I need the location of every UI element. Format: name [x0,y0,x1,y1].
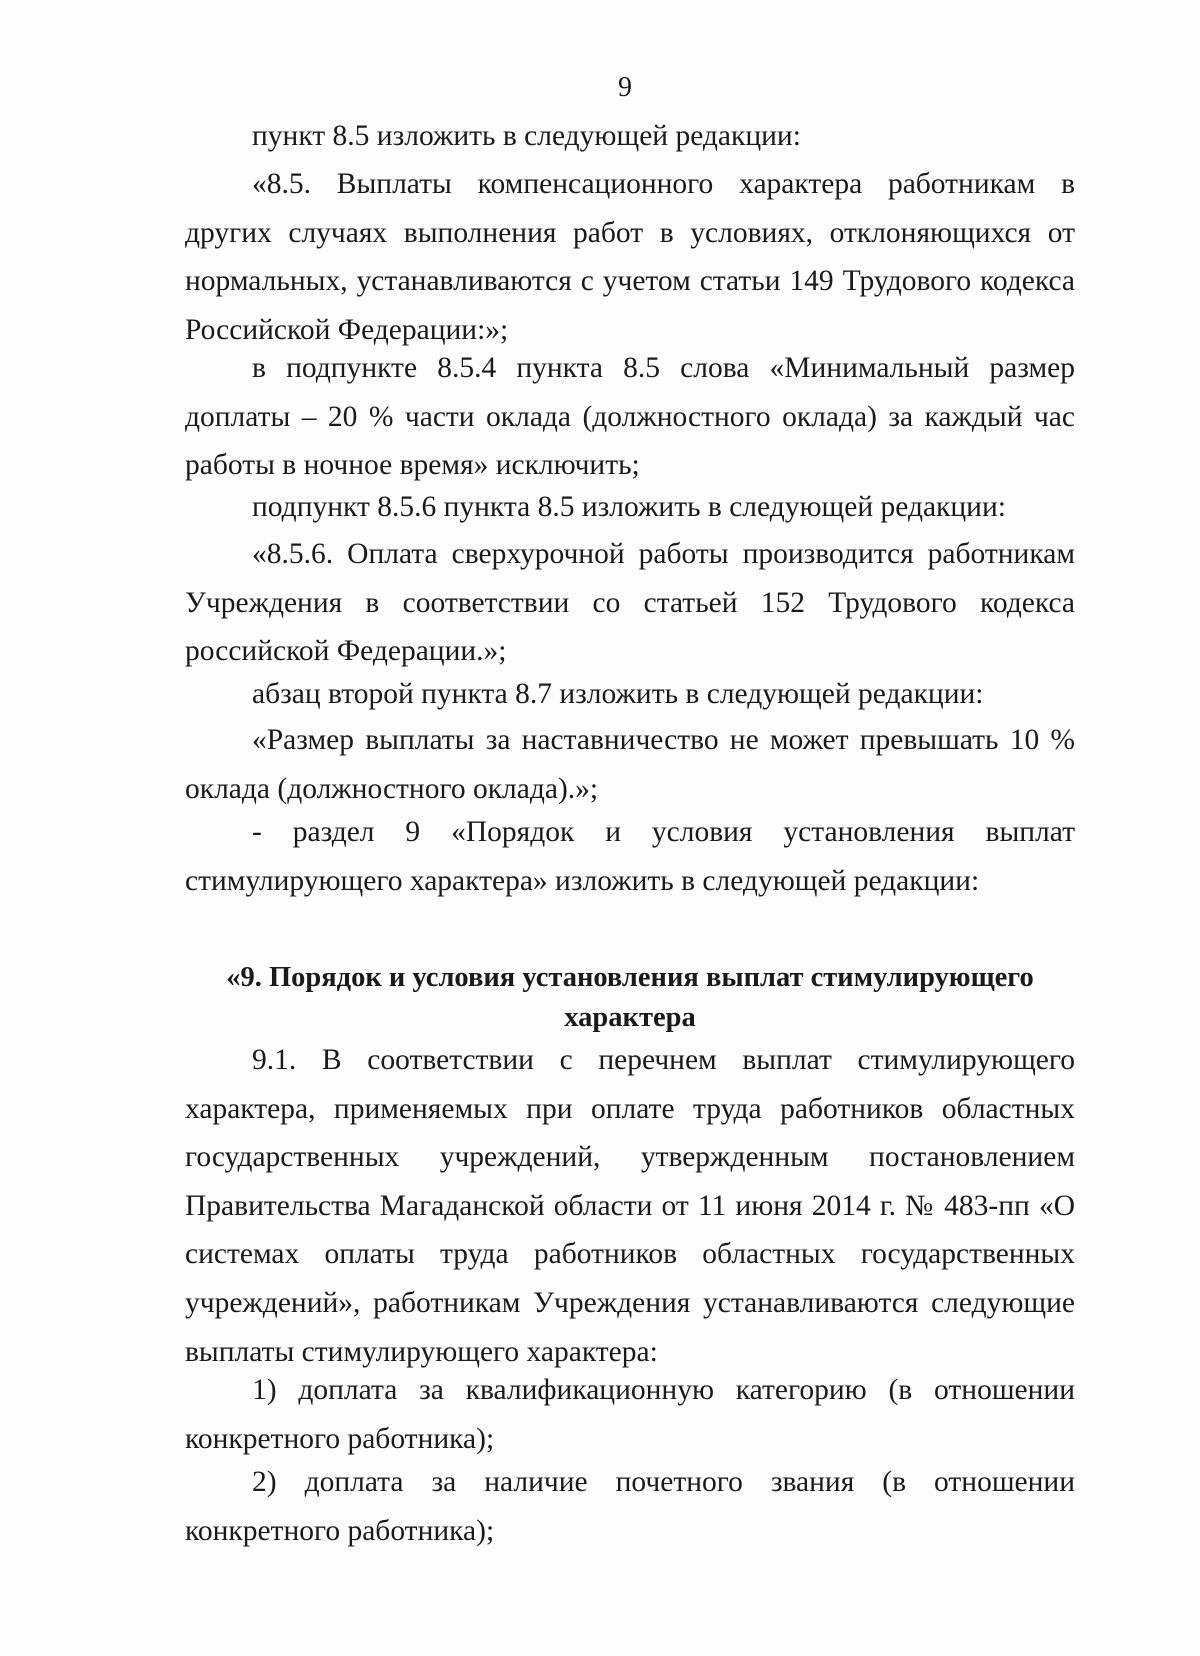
paragraph-quote-8-5: «8.5. Выплаты компенсационного характера работникам в других случаях выполнения работ в условиях, отклоняющихся от нормальных, устанавливаются с учетом статьи 149 Трудового кодекса Российской Федерации:»; [185,168,1075,346]
page-number: 9 [618,72,632,103]
paragraph-amend-8-7: абзац второй пункта 8.7 изложить в следующей редакции: [252,678,984,710]
paragraph-amend-8-5: пункт 8.5 изложить в следующей редакции: [252,120,801,152]
paragraph-9-1: 9.1. В соответствии с перечнем выплат стимулирующего характера, применяемых при оплате труда работников областных государственных учреждений, утвержденным постановлением Правительства Магаданской области от 11 июня 2014 г. № 483-пп «О системах оплаты труда работников областных государственных учреждений», работникам Учреждения устанавливаются следующие выплаты стимулирующего характера: [185,1044,1075,1368]
section-9-heading-line2: характера [564,1002,696,1033]
list-item-2: 2) доплата за наличие почетного звания (в отношении конкретного работника); [185,1466,1075,1547]
paragraph-subpoint-8-5-4: в подпункте 8.5.4 пункта 8.5 слова «Минимальный размер доплаты – 20 % части оклада (должностного оклада) за каждый час работы в ночное время» исключить; [185,352,1075,482]
paragraph-quote-mentoring: «Размер выплаты за наставничество не может превышать 10 % оклада (должностного оклада).»; [185,724,1075,805]
section-9-heading [185,958,1075,1038]
paragraph-amend-8-5-6: подпункт 8.5.6 пункта 8.5 изложить в следующей редакции: [252,491,1006,523]
paragraph-section-9-intro: - раздел 9 «Порядок и условия установления выплат стимулирующего характера» изложить в следующей редакции: [185,816,1075,897]
section-9-heading-line1: «9. Порядок и условия установления выплат стимулирующего [226,962,1034,993]
paragraph-quote-8-5-6: «8.5.6. Оплата сверхурочной работы производится работникам Учреждения в соответствии со статьей 152 Трудового кодекса российской Федерации.»; [185,538,1075,668]
list-item-1: 1) доплата за квалификационную категорию (в отношении конкретного работника); [185,1374,1075,1455]
